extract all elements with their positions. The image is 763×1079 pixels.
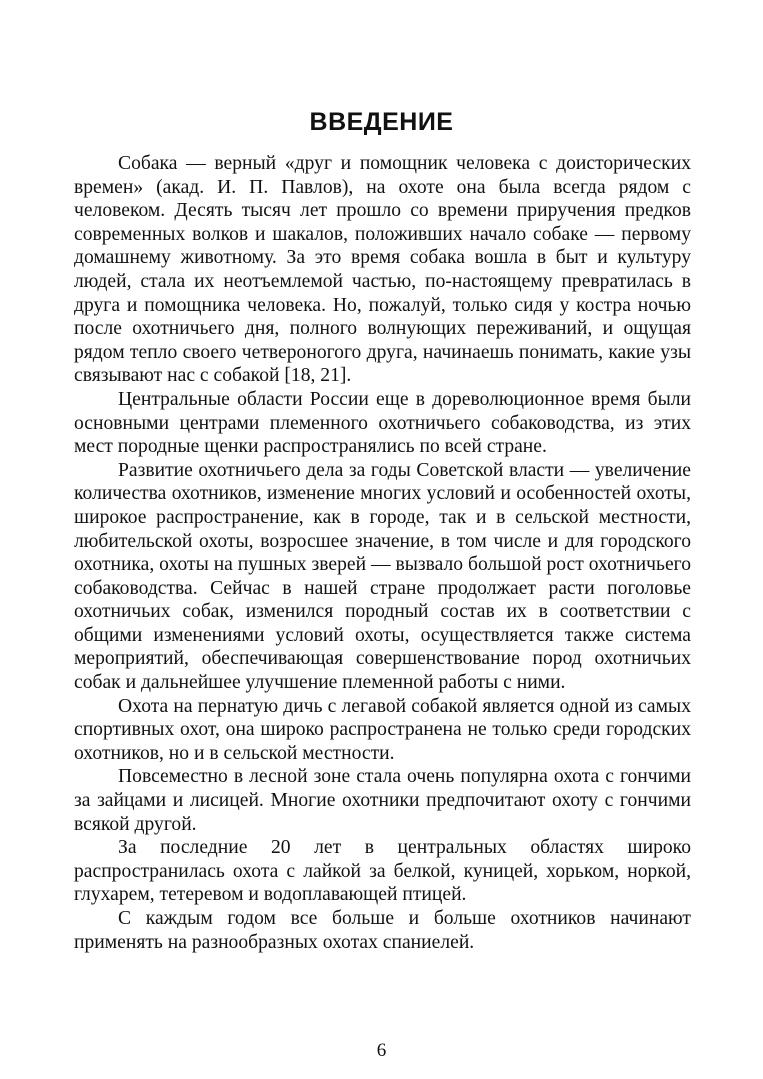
paragraph-6: За последние 20 лет в центральных областях широко распространилась охота с лайкой за белкой, куницей, хорьком, норкой, глухарем, тетеревом и водоплавающей птицей.	[74, 837, 691, 906]
page-title: ВВЕДЕНИЕ	[309, 108, 454, 136]
paragraph-3: Развитие охотничьего дела за годы Советской власти — увеличение количества охотников, изменение многих условий и особенностей охоты, широкое распространение, как в городе, так и в сельской местности, любительской охоты, возросшее значение, в том числе и для городского охотника, охоты на пушных зверей — вызвало большой рост охотничьего собаководства. Сейчас в нашей стране продолжает расти поголовье охотничьих собак, изменился породный состав их в соответствии с общими изменениями условий охоты, осуществляется также система мероприятий, обеспечивающая совершенствование пород охотничьих собак и дальнейшее улучшение племенной работы с ними.	[74, 459, 691, 694]
page-number: 6	[376, 1040, 387, 1061]
paragraph-7: С каждым годом все больше и больше охотников начинают применять на разнообразных охотах спаниелей.	[74, 908, 691, 953]
paragraph-2: Центральные области России еще в дореволюционное время были основными центрами племенного охотничьего собаководства, из этих мест породные щенки распространялись по всей стране.	[74, 388, 691, 458]
paragraph-4: Охота на пернатую дичь с легавой собакой является одной из самых спортивных охот, она широко распространена не только среди городских охотников, но и в сельской местности.	[74, 695, 691, 764]
body-text	[74, 152, 691, 954]
paragraph-5: Повсеместно в лесной зоне стала очень популярна охота с гончими за зайцами и лисицей. Многие охотники предпочитают охоту с гончими всякой другой.	[74, 766, 691, 835]
paragraph-1: Собака — верный «друг и помощник человека с доисторических времен» (акад. И. П. Павлов), на охоте она была всегда рядом с человеком. Десять тысяч лет прошло со времени приручения предков современных волков и шакалов, положивших начало собаке — первому домашнему животному. За это время собака вошла в быт и культуру людей, стала их неотъемлемой частью, по-настоящему превратилась в друга и помощника человека. Но, пожалуй, только сидя у костра ночью после охотничьего дня, полного волнующих переживаний, и ощущая рядом тепло своего четвероногого друга, начинаешь понимать, какие узы связывают нас с собакой [18, 21].	[74, 153, 691, 387]
